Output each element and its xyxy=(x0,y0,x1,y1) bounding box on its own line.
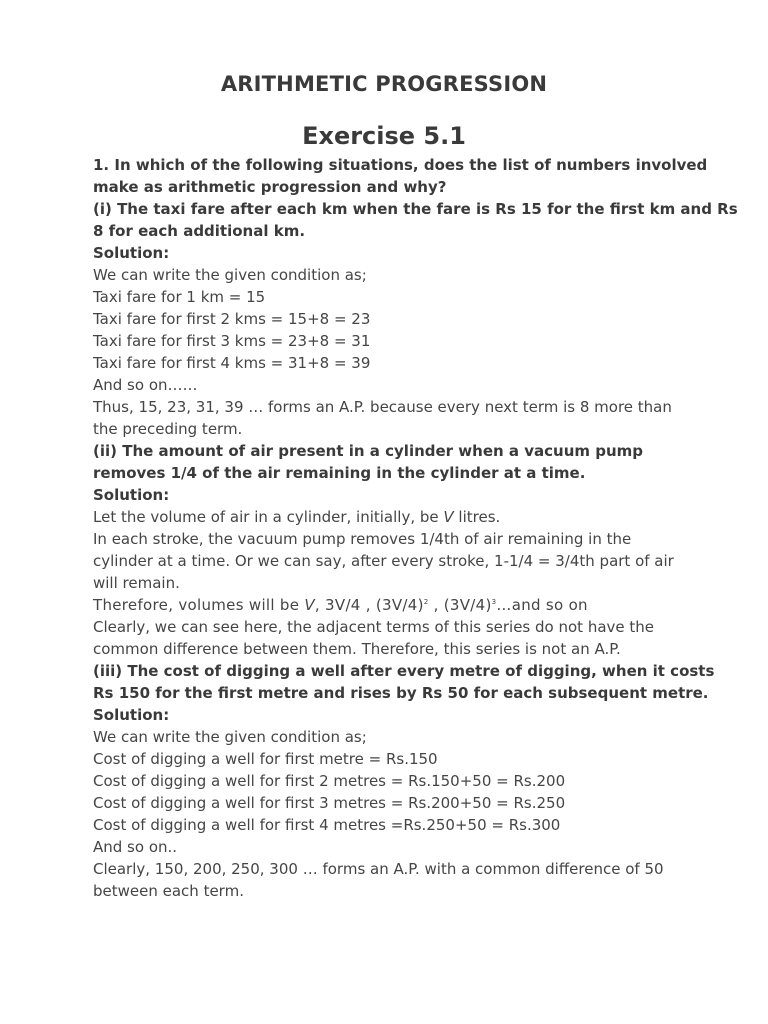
solution-line: Cost of digging a well for first metre = Rs.150 xyxy=(93,750,438,768)
solution-line: cylinder at a time. Or we can say, after every stroke, 1-1/4 = 3/4th part of air xyxy=(93,552,674,570)
text-segment: litres. xyxy=(453,508,501,526)
part-i-question-line: (i) The taxi fare after each km when the fare is Rs 15 for the first km and Rs xyxy=(93,200,738,218)
exercise-heading: Exercise 5.1 xyxy=(302,122,466,150)
solution-line: common difference between them. Therefore, this series is not an A.P. xyxy=(93,640,621,658)
question-1-line: 1. In which of the following situations, does the list of numbers involved xyxy=(93,156,708,174)
exponent: 3 xyxy=(491,598,497,606)
variable-v: V xyxy=(443,508,454,526)
solution-line: We can write the given condition as; xyxy=(93,728,367,746)
solution-line: And so on.. xyxy=(93,838,178,856)
solution-label: Solution: xyxy=(93,244,170,262)
part-ii-question-line: removes 1/4 of the air remaining in the cylinder at a time. xyxy=(93,464,586,482)
part-ii-question-line: (ii) The amount of air present in a cylinder when a vacuum pump xyxy=(93,442,644,460)
text-segment: …and so on xyxy=(496,596,588,614)
question-1-line: make as arithmetic progression and why? xyxy=(93,178,447,196)
exponent: 2 xyxy=(423,598,429,606)
solution-line: We can write the given condition as; xyxy=(93,266,367,284)
solution-label: Solution: xyxy=(93,486,170,504)
solution-line: Cost of digging a well for first 3 metres = Rs.200+50 = Rs.250 xyxy=(93,794,566,812)
text-segment: Let the volume of air in a cylinder, initially, be xyxy=(93,508,444,526)
solution-label: Solution: xyxy=(93,706,170,724)
math-term: , 3V/4 , (3V/4) xyxy=(314,596,424,614)
solution-line xyxy=(93,506,693,528)
solution-line: Taxi fare for first 2 kms = 15+8 = 23 xyxy=(93,310,371,328)
solution-line: Cost of digging a well for first 4 metres =Rs.250+50 = Rs.300 xyxy=(93,816,561,834)
solution-line: Thus, 15, 23, 31, 39 … forms an A.P. because every next term is 8 more than xyxy=(93,398,672,416)
variable-v: V xyxy=(304,596,315,614)
solution-line: between each term. xyxy=(93,882,244,900)
part-iii-question-line: Rs 150 for the first metre and rises by Rs 50 for each subsequent metre. xyxy=(93,684,709,702)
page-title: ARITHMETIC PROGRESSION xyxy=(220,72,548,96)
part-iii-question-line: (iii) The cost of digging a well after every metre of digging, when it costs xyxy=(93,662,715,680)
solution-line: In each stroke, the vacuum pump removes 1/4th of air remaining in the xyxy=(93,530,632,548)
solution-line: Taxi fare for first 3 kms = 23+8 = 31 xyxy=(93,332,371,350)
math-term: , (3V/4) xyxy=(428,596,492,614)
solution-line: Clearly, 150, 200, 250, 300 … forms an A.P. with a common difference of 50 xyxy=(93,860,664,878)
document-body xyxy=(93,154,738,902)
solution-line: the preceding term. xyxy=(93,420,243,438)
part-i-question-line: 8 for each additional km. xyxy=(93,222,306,240)
solution-line: will remain. xyxy=(93,574,180,592)
solution-line: Cost of digging a well for first 2 metres = Rs.150+50 = Rs.200 xyxy=(93,772,566,790)
volumes-line xyxy=(93,594,693,616)
text-segment: Therefore, volumes will be xyxy=(93,596,305,614)
solution-line: Taxi fare for first 4 kms = 31+8 = 39 xyxy=(93,354,371,372)
solution-line: And so on…… xyxy=(93,376,198,394)
solution-line: Clearly, we can see here, the adjacent terms of this series do not have the xyxy=(93,618,655,636)
solution-line: Taxi fare for 1 km = 15 xyxy=(93,288,266,306)
